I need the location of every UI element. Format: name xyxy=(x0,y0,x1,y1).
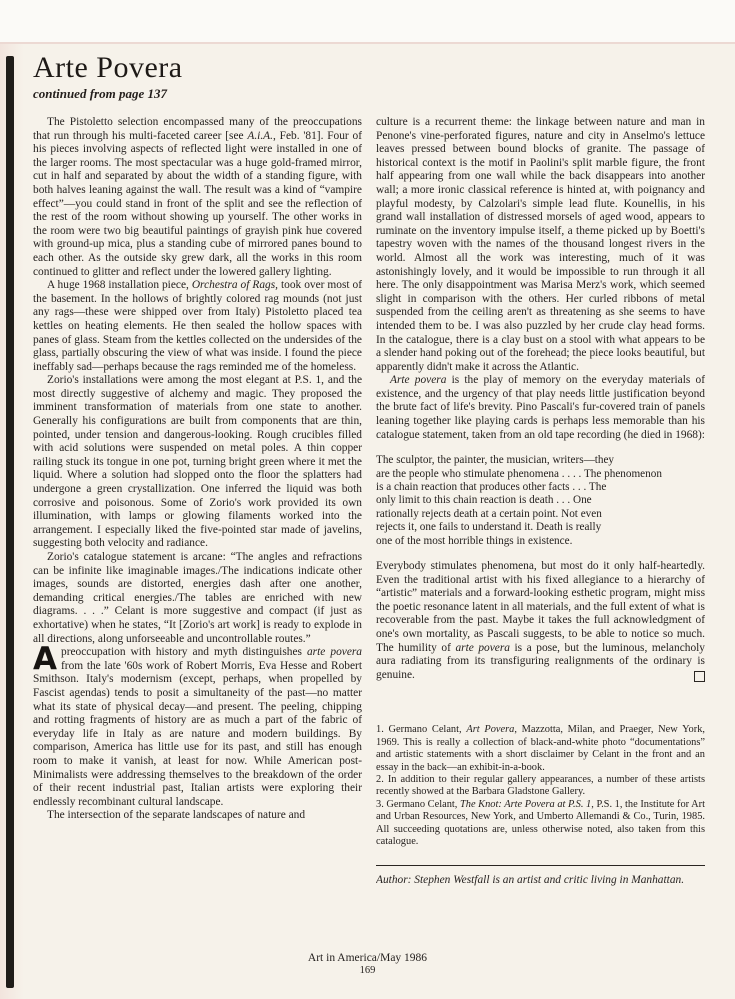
quote-line: is a chain reaction that produces other facts . . . The xyxy=(376,481,607,494)
drop-cap: A xyxy=(33,641,56,678)
paragraph: Zorio's installations were among the most elegant at P.S. 1, and the most directly suggestive of alchemy and magic. They proposed the imminent transformation of materials from one state to another. Generally his configurations are built from components that are thin, pointed, under tension and dangerous-looking. Rough crucibles filled with acid solutions were suspended on metal poles. A thin copper railing stuck its tongue in one pot, turning bright green where it met the liquid. Where a solution had slopped onto the floor the splatters had undergone a green crystallization. One inferred the liquid was both corrosive and poisonous. Some of Zorio's work provided its own illumination, with lamps or glowing filaments worked into the arrangement. I especially liked the five-pointed star made of javelins, suggesting both velocity and radiance. xyxy=(33,374,362,550)
author-divider xyxy=(376,865,705,866)
column-right xyxy=(376,116,705,964)
paragraph-text: preoccupation with history and myth distinguishes arte povera from the late '60s work of Robert Morris, Eva Hesse and Robert Smithson. Italy's modernism (except, perhaps, when propelled by Fascist agendas) tends to posit a simultaneity of the past—no matter what its state of physical decay—and present. The peeling, chipping and rotting fragments of history are as much a part of the fabric of everyday life in Italy as are nature and modern buildings. By comparison, America has little use for its past, and still has enough room to make it vanish, at least for now. While American post-Minimalists were addressing themselves to the breakdown of the order of their recent industrial past, Italian artists were exploring their endlessly recombinant cultural landscape. xyxy=(33,646,362,808)
footnote: 1. Germano Celant, Art Povera, Mazzotta, Milan, and Praeger, New York, 1969. This is really a collection of black-and-white photo “documentations” and artistic statements with a short disclaimer by Celant in the front and an essay in the back—an exhibit-in-a-book. xyxy=(376,724,705,773)
scan-gutter-bar xyxy=(6,56,14,988)
paragraph: Arte povera is the play of memory on the everyday materials of existence, and the urgency of that play needs little justification beyond the brute fact of life's brevity. Pino Pascali's fur-covered train of panels leaning together like playing cards is perhaps less memorable than his catalogue statement, taken from an old tape recording (he died in 1968): xyxy=(376,374,705,441)
quote-line: The sculptor, the painter, the musician, writers—they xyxy=(376,454,615,467)
quote-line: rationally rejects death at a certain point. Not even xyxy=(376,507,602,520)
paragraph: Zorio's catalogue statement is arcane: “The angles and refractions can be infinite like imaginable images./The indications indicate other images, sounds are distorted, energies dash after one another, demanding critical energies./The tables are enriched with new diagrams. . . .” Celant is more suggestive and compact (if just as exhortative) when he states, “It [Zorio's art work] is ready to explode in all directions, along unforseeable and uncontrollable routes.” xyxy=(33,551,362,645)
paragraph: The intersection of the separate landscapes of nature and xyxy=(47,809,306,822)
column-left xyxy=(33,116,362,964)
quote-line: are the people who stimulate phenomena . . . . The phenomenon xyxy=(376,467,662,480)
end-of-article-mark xyxy=(694,671,705,682)
paragraph-text: Everybody stimulates phenomena, but most do it only half-heartedly. Even the traditional artist with his fixed allegiance to a hierarchy of “artistic” materials and a forward-looking esthetic program, might miss the poetic resonance latent in all materials, and the full extent of what is recoverable from the past. Maybe it takes the full acknowledgment of one's own mortality, as Pascali suggests, to be able to notice so much. The humility of arte povera is a pose, but the luminous, melancholy aura radiating from its transfiguring realignments of the ordinary is genuine. xyxy=(376,560,705,681)
article-body xyxy=(33,116,705,964)
journal-footer xyxy=(0,952,735,977)
quote-line: rejects it, one fails to understand it. Death is really xyxy=(376,521,602,534)
quote-line: only limit to this chain reaction is death . . . One xyxy=(376,494,592,507)
quote-line: one of the most horrible things in existence. xyxy=(376,534,573,547)
footnote: 2. In addition to their regular gallery appearances, a number of these artists recently showed at the Barbara Gladstone Gallery. xyxy=(376,774,705,798)
magazine-page xyxy=(33,52,705,964)
journal-name-date: Art in America/May 1986 xyxy=(307,952,428,964)
continued-from-note: continued from page 137 xyxy=(33,86,167,101)
footnote: 3. Germano Celant, The Knot: Arte Povera at P.S. 1, P.S. 1, the Institute for Art and Urban Resources, New York, and Umberto Allemandi & Co., Turin, 1985. All succeeding quotations are, unless otherwise noted, also taken from this catalogue. xyxy=(376,798,705,848)
paragraph: The Pistoletto selection encompassed many of the preoccupations that run through his multi-faceted career [see A.i.A., Feb. '81]. Four of his pieces involving aspects of reflected light were installed in one of the larger rooms. The most spectacular was a huge gold-framed mirror, cut in half and separated by about the width of a standing figure, with both halves leaning against the wall. The result was a kind of “vampire effect”—you could stand in front of the split and see the reflection of the rest of the room without showing up yourself. The other works in the room were two big beautiful paintings of grayish pink hue covered with ground-up mica, plus a standing cube of mirrored panes bound to each other. As the outside sky grew dark, all the works in this room continued to glitter and reflect under the lowered gallery lighting. xyxy=(33,116,362,278)
paragraph-with-dropcap xyxy=(33,641,362,809)
catalogue-quote xyxy=(376,454,705,548)
footnotes xyxy=(376,724,705,848)
article-title: Arte Povera xyxy=(33,51,183,84)
page-top-margin xyxy=(0,0,735,44)
page-number: 169 xyxy=(359,965,376,976)
paragraph: A huge 1968 installation piece, Orchestra of Rags, took over most of the basement. In the hollows of brightly colored rag mounds (not just any rags—these were shipped over from Italy) Pistoletto placed tea kettles on heating elements. He then sealed the hollow spaces with panes of glass. Steam from the kettles collected on the undersides of the glass, partially obscuring the view of what was inside. I found the piece ineffably sad—perhaps because the rags reminded me of the homeless. xyxy=(33,279,362,373)
author-credit: Author: Stephen Westfall is an artist and critic living in Manhattan. xyxy=(376,873,685,886)
closing-paragraph xyxy=(376,560,705,682)
paragraph: culture is a recurrent theme: the linkage between nature and man in Penone's vine-perforated figures, nature and city in Anselmo's lettuce leaves pressed between bound blocks of granite. The passage of historical context is the motif in Paolini's split marble figure, the front half appearing from one wall while the back disappears into another wall; a more ironic classical reference is hinted at, with poignancy and playful modesty, by Calzolari's simple lead flute. Kounellis, in his grand wall installation of distressed morsels of aged wood, appears to ruminate on the inventory impulse itself, a theme picked up by Boetti's tapestry woven with the names of the thousand longest rivers in the world. Almost all the work was interesting, much of it was astonishingly lovely, and it would be impossible to run through it all here. The only disappointment was Marisa Merz's work, which seemed slight in comparison with the others. Her curled ribbons of metal suspended from the ceiling aren't as threatening as she seems to have intended them to be. I was also puzzled by her crude clay head forms. In the catalogue, there is a clay bust on a stool with what appears to be a slender hand poking out of the forehead; the piece looks beautiful, but apparently didn't make it across the Atlantic. xyxy=(376,116,705,373)
